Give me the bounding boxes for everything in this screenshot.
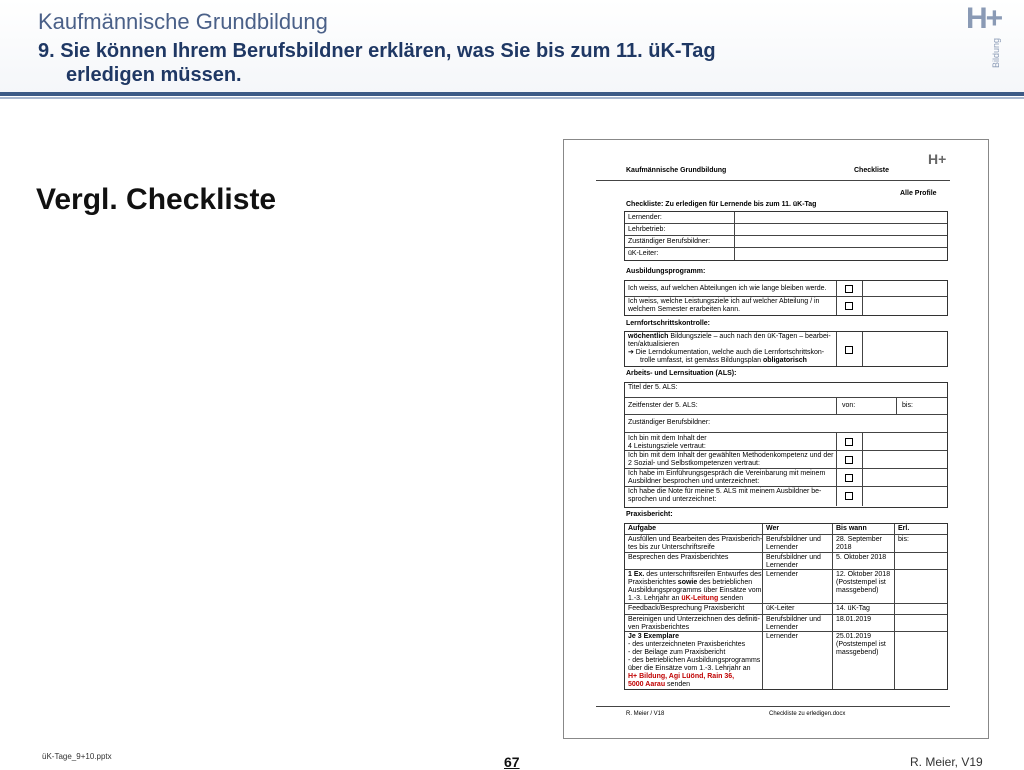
person-fields-box [624, 211, 948, 261]
logo-subtitle: Bildung [991, 38, 1001, 69]
col-line [734, 212, 735, 260]
t3-bis-c: massgebend) [836, 587, 879, 594]
t3-task-d [628, 595, 743, 603]
als-r2a: Ich bin mit dem Inhalt der gewählten Methodenkompetenz und der [628, 452, 834, 459]
t1-bis-a: 28. September [836, 536, 882, 543]
t3-bis-b: (Poststempel ist [836, 579, 886, 586]
als-bis: bis: [902, 402, 913, 409]
s1-row2a: Ich weiss, welche Leistungsziele ich auf welcher Abteilung / in [628, 298, 820, 305]
als-title: Titel der 5. ALS: [628, 384, 678, 391]
col-line [836, 398, 837, 414]
t1-task-a: Ausfüllen und Bearbeiten des Praxisberich- [628, 536, 763, 543]
t6-city-line [628, 681, 690, 689]
als-r4b: sprochen und unterzeichnet: [628, 496, 717, 503]
als-r1a: Ich bin mit dem Inhalt der [628, 435, 707, 442]
t4-bis: 14. üK-Tag [836, 605, 870, 612]
t5-task-b: ven Praxisberichtes [628, 624, 690, 631]
field-lernender: Lernender: [628, 214, 662, 221]
t6-wer: Lernender [766, 633, 798, 640]
s2-line-a-text: Bildungsziele – auch nach den üK-Tagen – bearbei- [668, 333, 831, 340]
s2-line-b: ten/aktualisieren [628, 341, 679, 348]
checkbox[interactable] [845, 474, 853, 482]
t2-wer-a: Berufsbildner und [766, 554, 821, 561]
t3-b-bold: sowie [677, 579, 698, 586]
section-ausbildungsprogramm: Ausbildungsprogramm: [626, 268, 706, 275]
t1-bis-b: 2018 [836, 544, 852, 551]
header-divider-thin [0, 97, 1024, 99]
t6-task-d: - des betrieblichen Ausbildungsprogramms [628, 657, 761, 664]
footer-author: R. Meier, V19 [910, 755, 983, 769]
als-r1b: 4 Leistungsziele vertraut: [628, 443, 706, 450]
main-heading: Vergl. Checkliste [36, 183, 277, 216]
als-von: von: [842, 402, 856, 409]
t5-bis: 18.01.2019 [836, 616, 872, 623]
row-line [625, 486, 947, 487]
als-r2b: 2 Sozial- und Selbstkompetenzen vertraut: [628, 460, 760, 467]
row-line [625, 468, 947, 469]
t6-address: H+ Bildung, Agi Lüönd, Rain 36, [628, 673, 735, 680]
doc-type: Checkliste [854, 167, 890, 174]
t5-wer-a: Berufsbildner und [766, 616, 821, 623]
t3-task-c: Ausbildungsprogramms über Einsätze vom [628, 587, 762, 594]
row-line [625, 414, 947, 415]
t3-bis-a: 12. Oktober 2018 [836, 571, 891, 578]
s2-line-d [640, 357, 807, 365]
t4-wer: üK-Leiter [766, 605, 795, 612]
row-line [625, 552, 947, 553]
t6-task-c: - der Beilage zum Praxisbericht [628, 649, 726, 656]
als-r4a: Ich habe die Note für meine 5. ALS mit meinem Ausbildner be- [628, 488, 822, 495]
field-berufsbildner: Zuständiger Berufsbildner: [628, 238, 711, 245]
t3-d-red: üK-Leitung [681, 595, 719, 602]
s2-line-a [628, 333, 831, 341]
t1-wer-b: Lernender [766, 544, 798, 551]
col-line [832, 524, 833, 689]
t3-copies: 1 Ex. [628, 571, 645, 578]
t3-d-post: senden [718, 595, 744, 602]
col-line [894, 524, 895, 689]
t3-task-a [628, 571, 761, 579]
section-als: Arbeits- und Lernsituation (ALS): [626, 370, 737, 377]
t1-task-b: tes bis zur Unterschriftsreife [628, 544, 715, 551]
t1-wer-a: Berufsbildner und [766, 536, 821, 543]
row-line [625, 603, 947, 604]
section-lernfortschritt: Lernfortschrittskontrolle: [626, 320, 711, 327]
doc-footer-right: Checkliste zu erledigen.docx [769, 711, 846, 717]
section-praxisbericht: Praxisbericht: [626, 511, 673, 518]
row-line [625, 432, 947, 433]
doc-header-rule [596, 180, 950, 181]
hplus-logo: H+ [966, 2, 1002, 35]
footer-page-number: 67 [504, 754, 520, 770]
t6-task-b: - des unterzeichneten Praxisberichtes [628, 641, 746, 648]
header-divider [0, 92, 1024, 96]
col-line [896, 398, 897, 414]
als-berufsbildner: Zuständiger Berufsbildner: [628, 419, 711, 426]
checklist-document [563, 139, 989, 739]
col-line [862, 332, 863, 366]
col-line [862, 281, 863, 315]
t4-task: Feedback/Besprechung Praxisbericht [628, 605, 745, 612]
checkbox[interactable] [845, 285, 853, 293]
checkbox[interactable] [845, 346, 853, 354]
checkbox[interactable] [845, 456, 853, 464]
t3-b-post: des betrieblichen [697, 579, 753, 586]
t3-d-pre: 1.-3. Lehrjahr an [628, 595, 682, 602]
t2-wer-b: Lernender [766, 562, 798, 569]
t3-wer: Lernender [766, 571, 798, 578]
t6-bis-a: 25.01.2019 [836, 633, 872, 640]
col-line [836, 281, 837, 315]
row-line [625, 223, 947, 224]
t5-task-a: Bereinigen und Unterzeichnen des definiti- [628, 616, 760, 623]
t6-bis-c: massgebend) [836, 649, 879, 656]
row-line [625, 397, 947, 398]
row-line [625, 235, 947, 236]
row-line [625, 247, 947, 248]
als-r3b: Ausbildner besprochen und unterzeichnet: [628, 478, 760, 485]
t2-bis: 5. Oktober 2018 [836, 554, 887, 561]
th-erl: Erl. [898, 525, 910, 532]
col-line [862, 433, 863, 506]
slide-title-line1: 9. Sie können Ihrem Berufsbildner erklären, was Sie bis zum 11. üK-Tag [38, 40, 716, 62]
t6-bis-b: (Poststempel ist [836, 641, 886, 648]
t3-task-a-text: des unterschriftsreifen Entwurfes des [644, 571, 762, 578]
checkbox[interactable] [845, 438, 853, 446]
s1-row1: Ich weiss, auf welchen Abteilungen ich wie lange bleiben werde. [628, 285, 827, 292]
s2-weekly: wöchentlich [628, 333, 669, 340]
col-line [836, 433, 837, 506]
doc-footer-rule [596, 706, 950, 707]
t3-task-b [628, 579, 752, 587]
checkbox[interactable] [845, 302, 853, 310]
doc-course: Kaufmännische Grundbildung [626, 167, 727, 174]
row-line [625, 534, 947, 535]
t6-task-a: Je 3 Exemplare [628, 633, 679, 640]
field-lehrbetrieb: Lehrbetrieb: [628, 226, 666, 233]
col-line [762, 524, 763, 689]
field-uek-leiter: üK-Leiter: [628, 250, 659, 257]
s2-line-c: ➔ Die Lerndokumentation, welche auch die Lernfortschrittskon- [628, 349, 825, 356]
course-name: Kaufmännische Grundbildung [38, 9, 328, 34]
s2-obligatory: obligatorisch [762, 357, 807, 364]
t6-task-e: über die Einsätze vom 1.-3. Lehrjahr an [628, 665, 751, 672]
s1-row2b: welchem Semester erarbeiten kann. [628, 306, 741, 313]
slide-title-line2: erledigen müssen. [66, 64, 242, 86]
doc-logo: H+ [928, 151, 947, 167]
doc-title: Checkliste: Zu erledigen für Lernende bis zum 11. üK-Tag [626, 201, 817, 208]
doc-footer-left: R. Meier / V18 [626, 711, 665, 717]
checkbox[interactable] [845, 492, 853, 500]
t5-wer-b: Lernender [766, 624, 798, 631]
als-r3a: Ich habe im Einführungsgespräch die Vereinbarung mit meinem [628, 470, 826, 477]
t6-send: senden [665, 681, 691, 688]
t1-erl: bis: [898, 536, 909, 543]
doc-profile: Alle Profile [900, 190, 937, 197]
th-wer: Wer [766, 525, 780, 532]
footer-filename: üK-Tage_9+10.pptx [42, 752, 112, 761]
row-line [625, 296, 947, 297]
t6-city: 5000 Aarau [628, 681, 666, 688]
t2-task: Besprechen des Praxisberichtes [628, 554, 729, 561]
row-line [625, 614, 947, 615]
col-line [836, 332, 837, 366]
t3-b-pre: Praxisberichtes [628, 579, 678, 586]
s2-line-d-text: trolle umfasst, ist gemäss Bildungsplan [640, 357, 763, 364]
th-aufgabe: Aufgabe [628, 525, 656, 532]
th-bis-wann: Bis wann [836, 525, 867, 532]
als-zeitfenster: Zeitfenster der 5. ALS: [628, 402, 698, 409]
